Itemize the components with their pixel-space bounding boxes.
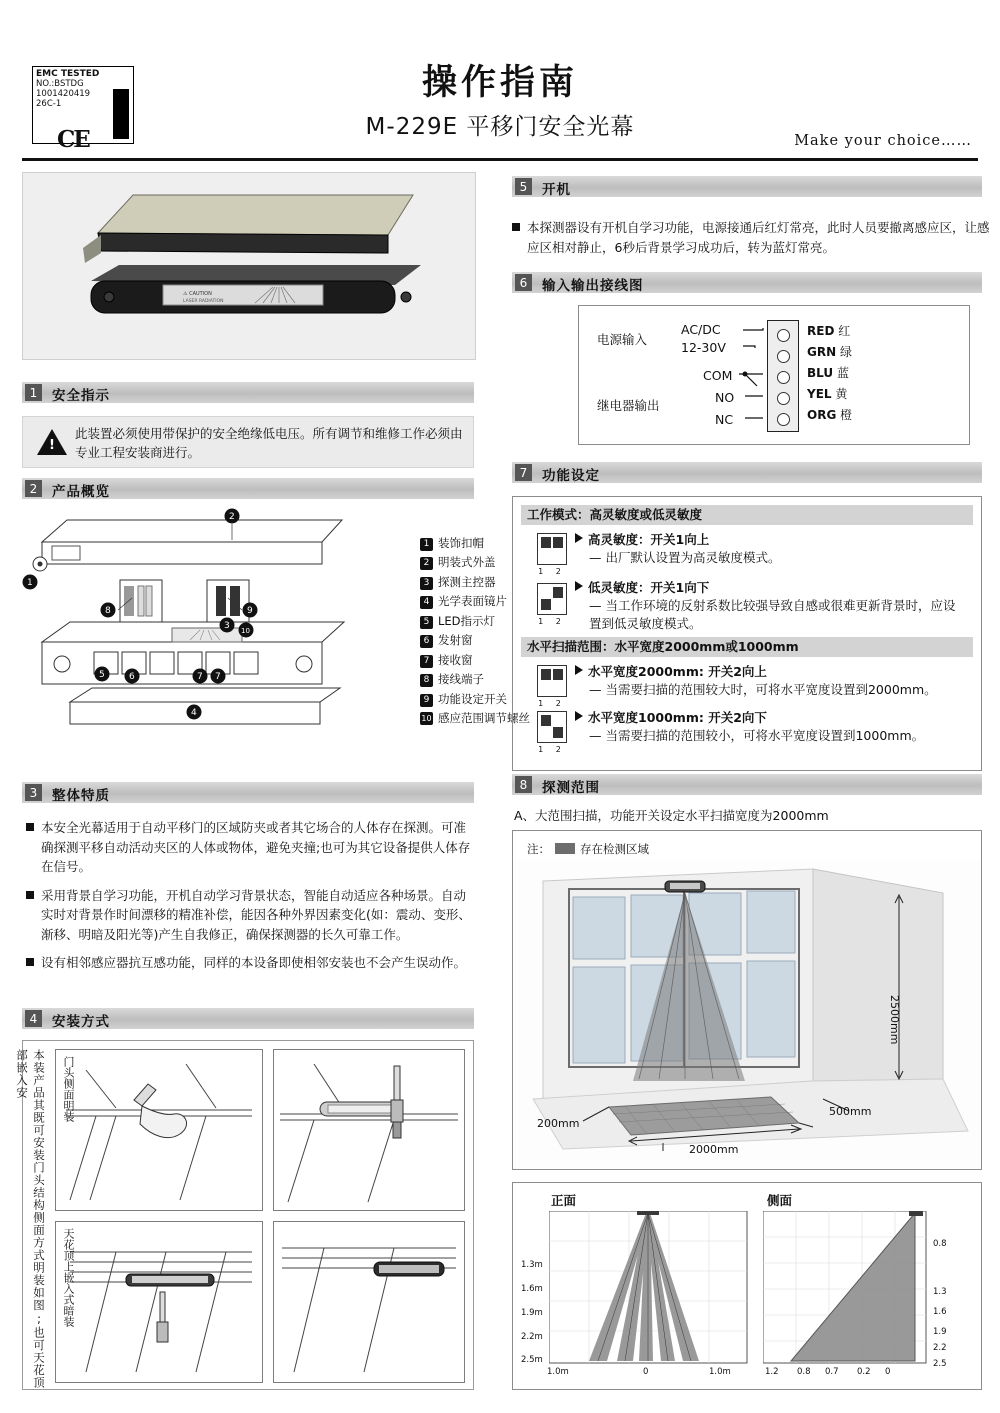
dip-switch-labels: 1 2: [538, 567, 566, 576]
product-overview-diagram: [22, 502, 530, 780]
function-item-desc: — 当工作环境的反射系数比较强导致自感或很难更新背景时，应设置到低灵敏度模式。: [589, 598, 956, 631]
power-on-text: 本探测器设有开机自学习功能，电源接通后红灯常亮，此时人员要撤离感应区，让感应区相对静止，6秒后背景学习成功后，转为蓝灯常亮。: [527, 220, 990, 255]
feature-text: 本安全光幕适用于自动平移门的区域防夹或者其它场合的人体存在探测。可准确探测平移自动活动夹区的人体或物体，避免夹撞;也可为其它设备提供人体存在信号。: [41, 820, 471, 874]
triangle-right-icon: [575, 581, 583, 591]
legend-label: 探测主控器: [438, 574, 496, 589]
section-header-power-on: [512, 176, 982, 197]
terminal-cn: 绿: [839, 345, 852, 359]
chart-side-ytick-2: 1.6: [933, 1307, 947, 1317]
terminal-label-red: [807, 322, 850, 339]
dip-switch-labels: 1 2: [538, 699, 566, 708]
svg-text:8: 8: [105, 606, 111, 616]
svg-text:7: 7: [215, 672, 221, 682]
function-item-title: 低灵敏度：开关1向下: [588, 580, 710, 595]
chart-front-ytick-3: 2.2m: [521, 1332, 543, 1342]
section-label: 安全指示: [52, 388, 110, 404]
install-cell-1-label: 门头侧面明装: [62, 1056, 75, 1122]
svg-text:3: 3: [224, 621, 230, 631]
terminal-dot: [777, 371, 790, 384]
overview-legend: [380, 534, 530, 729]
terminal-cn: 红: [838, 324, 851, 338]
chart-side-xtick-0: 1.2: [765, 1367, 779, 1377]
wiring-nc-label: NC: [715, 412, 734, 427]
chart-side-ytick-0: 0.8: [933, 1239, 947, 1249]
emc-line-4: 26C-1: [36, 99, 62, 109]
detection-range-diagram: [512, 830, 982, 1170]
section-bar: [512, 176, 982, 197]
terminal-cn: 橙: [840, 408, 853, 422]
function-item-width-2000: [575, 663, 967, 699]
detection-caption: A、大范围扫描，功能开关设定水平扫描宽度为2000mm: [514, 808, 829, 823]
dip-switch-labels: 1 2: [538, 745, 566, 754]
chart-side-xtick-4: 0: [885, 1367, 891, 1377]
install-cell-2: [273, 1049, 465, 1211]
wiring-input-voltage-1: AC/DC: [681, 322, 721, 337]
install-drawing-4: [274, 1222, 464, 1382]
chart-side-ytick-5: 2.5: [933, 1359, 947, 1369]
dip-switch-labels: 1 2: [538, 617, 566, 626]
terminal-label-blu: [807, 364, 849, 381]
dip-switch-2-position: [553, 587, 563, 598]
install-cell-1: [55, 1049, 263, 1211]
feature-item: [26, 886, 478, 945]
terminal-dot: [777, 329, 790, 342]
function-settings-panel: [512, 496, 982, 771]
dip-switch-1-position: [541, 715, 551, 726]
terminal-cn: 黄: [835, 387, 848, 401]
page-title: 操作指南: [421, 63, 578, 103]
terminal-label-yel: [807, 385, 847, 402]
svg-text:⚠ CAUTION: ⚠ CAUTION: [183, 291, 212, 297]
feature-text: 采用背景自学习功能，开机自动学习背景状态，智能自动适应各种场景。自动实时对背景作时间漂移的精准补偿，能因各种外界因素变化(如：震动、变形、渐移、明暗及阳光等)产生自我修正，确保探测器的长久可靠工作。: [41, 887, 471, 942]
terminal-code: YEL: [807, 387, 832, 401]
section-header-installation: [22, 1008, 474, 1029]
section-label: 功能设定: [542, 468, 600, 484]
section-number: 5: [515, 178, 532, 195]
terminal-block: [767, 320, 799, 432]
function-item-title: 高灵敏度：开关1向上: [588, 532, 710, 547]
header-divider: [22, 158, 978, 161]
ce-mark-icon: CE: [57, 126, 89, 153]
installation-panel: [15, 1040, 474, 1390]
wiring-power-input-label: 电源输入: [597, 332, 648, 347]
chart-front-ytick-1: 1.6m: [521, 1284, 543, 1294]
legend-number: 9: [420, 694, 433, 707]
svg-text:5: 5: [99, 670, 105, 680]
wiring-com-label: COM: [703, 368, 733, 383]
terminal-code: ORG: [807, 408, 837, 422]
chart-side-plot: [763, 1211, 928, 1381]
section-number: 4: [25, 1010, 42, 1027]
svg-text:7: 7: [197, 672, 203, 682]
section-label: 安装方式: [52, 1014, 110, 1030]
svg-text:4: 4: [191, 708, 197, 718]
terminal-dot: [777, 392, 790, 405]
features-list: [26, 818, 478, 982]
section-number: 2: [25, 480, 42, 497]
chart-front-xtick-1: 0: [643, 1367, 649, 1377]
wiring-input-voltage-2: 12-30V: [681, 340, 726, 355]
section-number: 1: [25, 384, 42, 401]
chart-side-ytick-4: 2.2: [933, 1343, 947, 1353]
chart-side-xtick-1: 0.8: [797, 1367, 811, 1377]
terminal-dot: [777, 413, 790, 426]
bullet-square-icon: [26, 891, 34, 899]
legend-number: 4: [420, 596, 433, 609]
function-item-title: 水平宽度1000mm: 开关2向下: [588, 710, 767, 725]
terminal-dot: [777, 350, 790, 363]
function-item-desc: — 当需要扫描的范围较小，可将水平宽度设置到1000mm。: [589, 728, 925, 743]
svg-text:500mm: 500mm: [829, 1105, 872, 1118]
svg-text:10: 10: [241, 627, 250, 635]
triangle-right-icon: [575, 711, 583, 721]
legend-label: 光学表面镜片: [438, 594, 507, 608]
beam-pattern-charts: [512, 1182, 982, 1390]
detection-note-text: 存在检测区域: [580, 842, 649, 856]
exploded-view-illustration: [22, 502, 372, 772]
chart-side-title: 侧面: [767, 1193, 793, 1208]
section-number: 7: [515, 464, 532, 481]
install-drawing-3: [56, 1222, 262, 1382]
dip-switch-high-sensitivity[interactable]: [537, 533, 567, 576]
svg-text:6: 6: [129, 672, 135, 682]
emc-line-1: EMC TESTED: [36, 69, 100, 79]
chart-side-xtick-3: 0.2: [857, 1367, 871, 1377]
section-number: 8: [515, 776, 532, 793]
function-item-width-1000: [575, 709, 967, 745]
section-number: 6: [515, 274, 532, 291]
install-cell-3-label: 天花顶上嵌入式暗装: [62, 1228, 75, 1327]
legend-label: 发射窗: [438, 633, 473, 647]
chart-front-title: 正面: [551, 1193, 577, 1208]
function-item-title: 水平宽度2000mm: 开关2向上: [588, 664, 767, 679]
page-subtitle: M-229E 平移门安全光幕: [365, 114, 635, 140]
safety-warning-box: [22, 416, 474, 468]
installation-side-text: 本装产品其既可安装门头结构侧面方式明装如图;也可天花顶部嵌入安: [15, 1049, 46, 1389]
section-number: 3: [25, 784, 42, 801]
function-item-desc: — 出厂默认设置为高灵敏度模式。: [589, 550, 781, 565]
legend-number: 8: [420, 674, 433, 687]
legend-label: LED指示灯: [438, 613, 496, 628]
svg-text:9: 9: [247, 606, 253, 616]
dip-switch-2-position: [553, 537, 563, 548]
legend-label: 接线端子: [438, 672, 484, 686]
section-label: 开机: [542, 182, 571, 198]
chart-side-xtick-2: 0.7: [825, 1367, 839, 1377]
function-group-2-title: 水平扫描范围：水平宽度2000mm或1000mm: [521, 637, 973, 657]
chart-side-ytick-3: 1.9: [933, 1327, 947, 1337]
bullet-square-icon: [26, 958, 34, 966]
terminal-cn: 蓝: [836, 366, 849, 380]
product-photo-illustration: [23, 173, 475, 359]
wiring-no-label: NO: [715, 390, 735, 405]
legend-label: 感应范围调节螺丝: [438, 711, 530, 725]
chart-front-xtick-0: 1.0m: [547, 1367, 569, 1377]
install-cell-4: [273, 1221, 465, 1383]
power-on-text-block: [512, 218, 997, 258]
legend-number: 1: [420, 538, 433, 551]
safety-text: 此装置必须使用带保护的安全绝缘低电压。所有调节和维修工作必须由专业工程安装商进行。: [75, 426, 463, 460]
tagline: Make your choice……: [794, 133, 972, 149]
chart-front-plot: [549, 1211, 749, 1381]
chart-front-ytick-4: 2.5m: [521, 1355, 543, 1365]
section-header-detection: [512, 774, 982, 795]
terminal-label-grn: [807, 343, 852, 360]
section-label: 整体特质: [52, 788, 110, 804]
detection-scene-illustration: [513, 831, 981, 1169]
feature-item: [26, 818, 478, 877]
chart-front-ytick-0: 1.3m: [521, 1260, 543, 1270]
dip-switch-1-position: [541, 669, 551, 680]
warning-exclamation: !: [49, 438, 55, 453]
feature-text: 设有相邻感应器抗互感功能，同样的本设备即使相邻安装也不会产生误动作。: [41, 955, 467, 970]
product-photo: [22, 172, 476, 360]
section-header-safety: [22, 382, 474, 403]
terminal-label-org: [807, 406, 852, 423]
legend-label: 功能设定开关: [438, 691, 507, 706]
svg-text:LASER RADIATION: LASER RADIATION: [183, 299, 224, 304]
emc-line-2: NO.:BSTDG: [36, 79, 84, 89]
detection-note-prefix: 注：: [527, 842, 550, 856]
install-cell-3: [55, 1221, 263, 1383]
terminal-code: BLU: [807, 366, 834, 380]
install-drawing-2: [274, 1050, 464, 1210]
legend-number: 5: [420, 616, 433, 629]
feature-item: [26, 953, 478, 973]
dip-switch-1-position: [541, 537, 551, 548]
emc-line-3: 1001420419: [36, 89, 91, 99]
svg-text:2000mm: 2000mm: [689, 1143, 739, 1156]
section-label: 探测范围: [542, 780, 600, 796]
terminal-code: RED: [807, 324, 835, 338]
legend-number: 2: [420, 557, 433, 570]
function-group-1-title: 工作模式：高灵敏度或低灵敏度: [521, 505, 973, 525]
svg-text:2500mm: 2500mm: [888, 995, 901, 1045]
section-header-overview: [22, 478, 474, 499]
triangle-right-icon: [575, 665, 583, 675]
function-item-desc: — 当需要扫描的范围较大时，可将水平宽度设置到2000mm。: [589, 682, 937, 697]
triangle-right-icon: [575, 533, 583, 543]
legend-number: 3: [420, 577, 433, 590]
function-item-high-sensitivity: [575, 531, 965, 567]
section-header-function: [512, 462, 982, 483]
wiring-relay-output-label: 继电器输出: [597, 398, 660, 413]
chart-front-xtick-2: 1.0m: [709, 1367, 731, 1377]
dip-switch-width-1000[interactable]: [537, 711, 567, 754]
svg-text:200mm: 200mm: [537, 1117, 580, 1130]
legend-label: 接收窗: [438, 652, 473, 667]
chart-front-ytick-2: 1.9m: [521, 1308, 543, 1318]
bullet-square-icon: [26, 823, 34, 831]
dip-switch-2-position: [553, 727, 563, 738]
dip-switch-low-sensitivity[interactable]: [537, 583, 567, 626]
svg-text:1: 1: [27, 578, 33, 588]
function-item-low-sensitivity: [575, 579, 967, 633]
bullet-square-icon: [512, 223, 520, 231]
warning-triangle-icon: [37, 429, 67, 455]
legend-number: 10: [421, 714, 432, 723]
legend-number: 7: [420, 655, 433, 668]
dip-switch-width-2000[interactable]: [537, 665, 567, 708]
wiring-diagram: [578, 305, 970, 445]
section-header-features: [22, 782, 474, 803]
terminal-code: GRN: [807, 345, 837, 359]
legend-label: 装饰扣帽: [438, 535, 484, 550]
svg-text:2: 2: [229, 512, 235, 522]
dip-switch-2-position: [553, 669, 563, 680]
dip-switch-1-position: [541, 599, 551, 610]
legend-number: 6: [420, 635, 433, 648]
legend-label: 明装式外盖: [438, 555, 496, 569]
section-label: 输入输出接线图: [542, 278, 644, 294]
section-label: 产品概览: [52, 484, 110, 500]
section-header-wiring: [512, 272, 982, 293]
chart-side-ytick-1: 1.3: [933, 1287, 947, 1297]
install-drawing-1: [56, 1050, 262, 1210]
